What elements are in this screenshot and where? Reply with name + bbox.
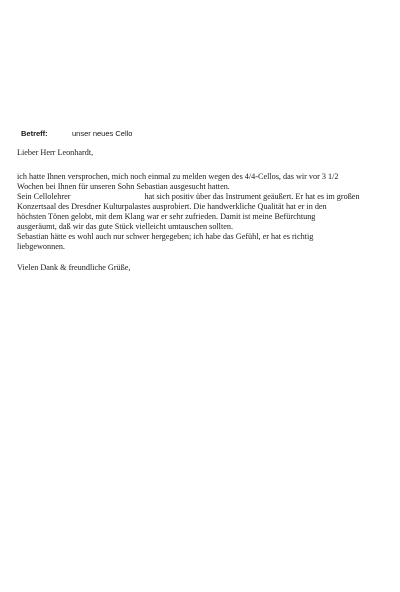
body-line: liebgewonnen.: [17, 242, 65, 251]
body-line: ausgeräumt, daß wir das gute Stück vielleicht umtauschen sollten.: [17, 222, 234, 231]
body-line-with-gap: [17, 192, 387, 202]
subject-value: unser neues Cello: [72, 129, 133, 138]
closing: Vielen Dank & freundliche Grüße,: [17, 263, 131, 272]
salutation: Lieber Herr Leonhardt,: [17, 148, 94, 157]
body-line: höchsten Tönen gelobt, mit dem Klang war er sehr zufrieden. Damit ist meine Befürchtung: [17, 212, 316, 221]
body-line-start: Sein Cellolehrer: [17, 192, 71, 201]
body-line-end: hat sich positiv über das Instrument geäußert. Er hat es im großen: [144, 192, 360, 201]
body-line: Sebastian hätte es wohl auch nur schwer hergegeben; ich habe das Gefühl, er hat es richtig: [17, 232, 314, 241]
body-line: Konzertsaal des Dresdner Kulturpalastes ausprobiert. Die handwerkliche Qualität hat er in den: [17, 202, 327, 211]
subject-line: [21, 129, 133, 138]
subject-label: Betreff:: [21, 129, 48, 138]
letter-body: [17, 172, 387, 252]
body-line: ich hatte Ihnen versprochen, mich noch einmal zu melden wegen des 4/4-Cellos, das wir vor 3 1/2: [17, 172, 339, 181]
body-line: Wochen bei Ihnen für unseren Sohn Sebastian ausgesucht hatten.: [17, 182, 230, 191]
